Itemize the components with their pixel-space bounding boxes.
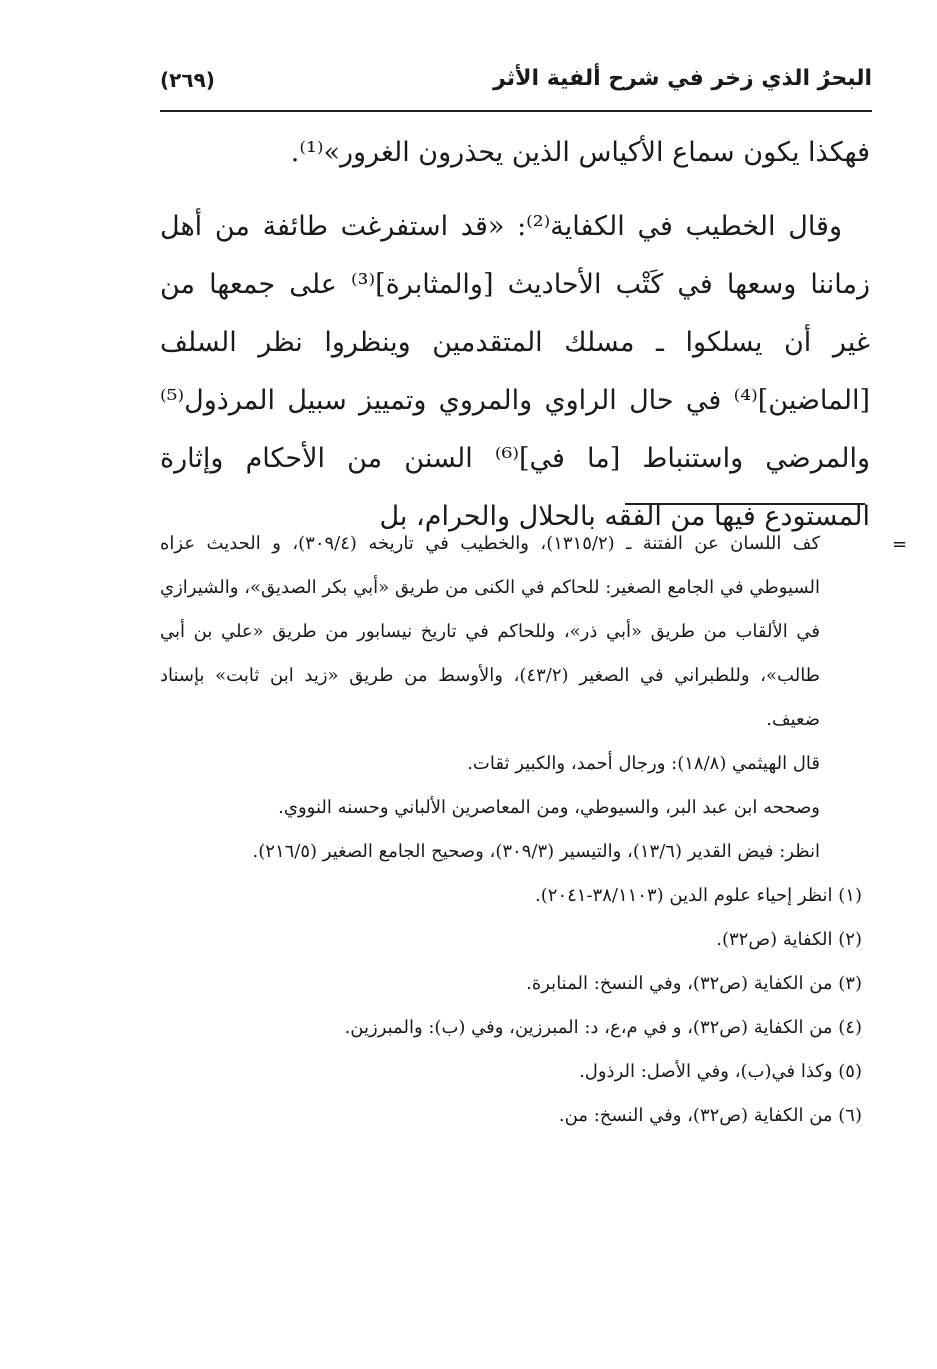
footnote-haythami: قال الهيثمي (١٨/٨): ورجال أحمد، والكبير ثقات. [467, 753, 820, 774]
footnote-4: (٤) من الكفاية (ص٣٢)، و في م،ع، د: المبرزين، وفي (ب): والمبرزين. [344, 1017, 862, 1038]
footnote-references: انظر: فيض القدير (١٣/٦)، والتيسير (٣٠٩/٣)، وصحيح الجامع الصغير (٢١٦/٥). [252, 841, 820, 862]
main-paragraph-1: فهكذا يكون سماع الأكياس الذين يحذرون الغرور»⁽¹⁾. [290, 137, 870, 168]
footnote-continued-text: كف اللسان عن الفتنة ـ (١٣١٥/٢)، والخطيب في تاريخه (٣٠٩/٤)، و الحديث عزاه السيوطي في الجامع الصغير: للحاكم في الكنى من طريق «أبي بكر الصديق»، والشيرازي في الألقاب من طريق «أبي ذر»، وللحاكم في تاريخ نيسابور من طريق «علي بن أبي طالب»، وللطبراني في الصغير (٤٣/٢)، والأوسط من طريق «زيد ابن ثابت» بإسناد ضعيف. [160, 533, 821, 730]
main-paragraph-2: وقال الخطيب في الكفاية⁽²⁾: «قد استفرغت طائفة من أهل زماننا وسعها في كَتْب الأحاديث [والمثابرة]⁽³⁾ على جمعها من غير أن يسلكوا ـ مسلك المتقدمين وينظروا نظر السلف [الماضين]⁽⁴⁾ في حال الراوي والمروي وتمييز سبيل المرذول⁽⁵⁾ والمرضي واستنباط [ما في]⁽⁶⁾ السنن من الأحكام وإثارة المستودع فيها من الفقه بالحلال والحرام، بل [160, 211, 871, 532]
footnote-divider [625, 503, 865, 505]
main-text [160, 124, 870, 546]
header-divider [160, 110, 872, 112]
footnote-list [160, 874, 866, 1138]
footnote-5: (٥) وكذا في(ب)، وفي الأصل: الرذول. [579, 1061, 862, 1082]
continuation-mark: = [892, 534, 908, 555]
page-header [160, 62, 872, 102]
running-title: البحرُ الذي زخر في شرح ألفية الأثر [493, 66, 872, 91]
footnote-3: (٣) من الكفاية (ص٣٢)، وفي النسخ: المنابرة. [526, 973, 862, 994]
page-number: (٢٦٩) [160, 68, 215, 92]
footnote-1: (١) انظر إحياء علوم الدين (٣٨/١١٠٣-٢٠٤١). [535, 885, 862, 906]
footnotes [160, 522, 866, 1138]
footnote-6: (٦) من الكفاية (ص٣٢)، وفي النسخ: من. [558, 1105, 862, 1126]
footnote-authentication: وصححه ابن عبد البر، والسيوطي، ومن المعاصرين الألباني وحسنه النووي. [278, 797, 820, 818]
footnote-2: (٢) الكفاية (ص٣٢). [716, 929, 862, 950]
